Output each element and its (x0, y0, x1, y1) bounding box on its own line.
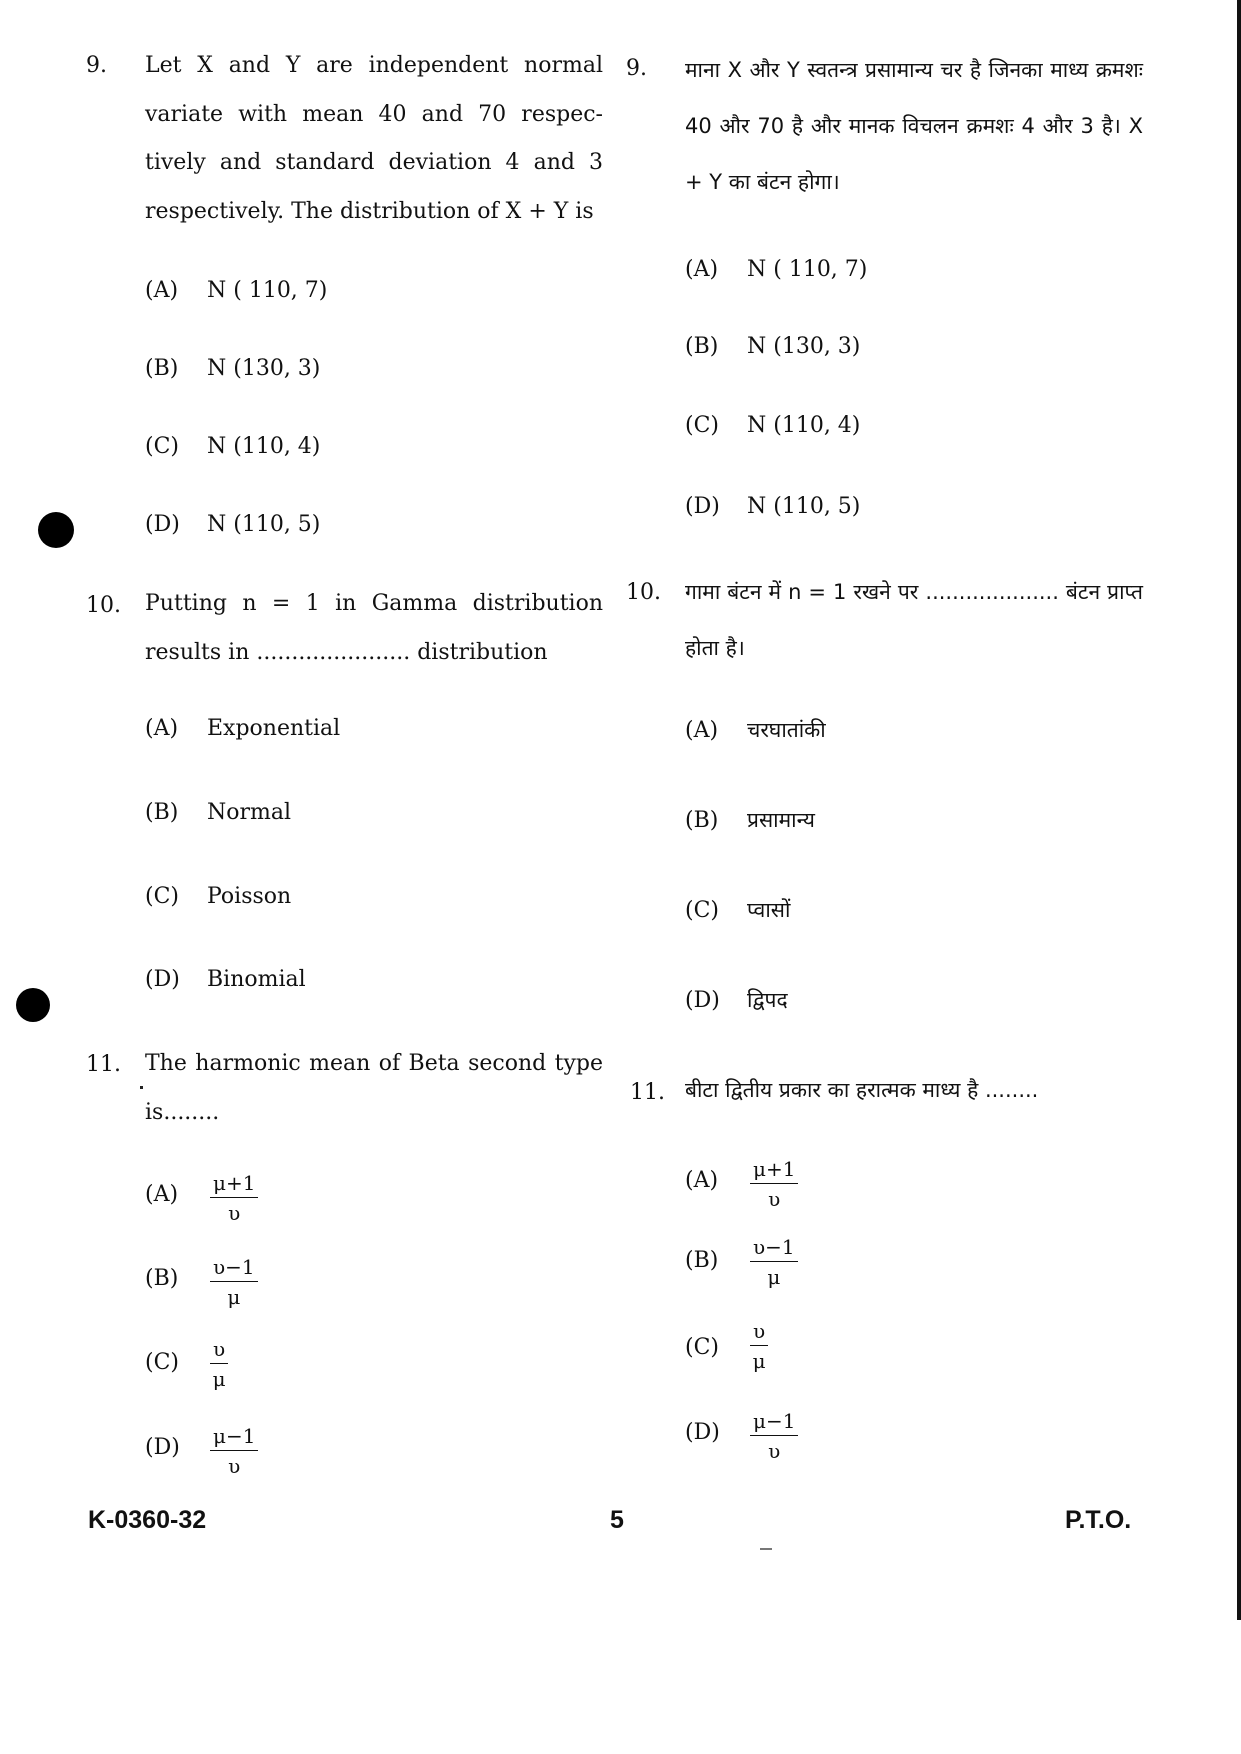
scan-speck (760, 1548, 772, 1550)
fraction-numerator: μ+1 (750, 1158, 798, 1184)
fraction (750, 1410, 798, 1462)
option-label: (B) (685, 808, 719, 833)
option-text: Exponential (207, 716, 341, 741)
option-text: Poisson (207, 884, 292, 909)
option-label: (D) (685, 988, 720, 1013)
option-label: (B) (145, 356, 179, 381)
option-label: (D) (145, 512, 180, 537)
fraction (210, 1172, 258, 1224)
option (685, 716, 826, 744)
option-label: (D) (145, 967, 180, 992)
option (685, 1420, 747, 1445)
option-label: (B) (145, 1266, 179, 1291)
option (145, 512, 320, 537)
question-text: Putting n = 1 in Gamma distribution results in ...................... distribution (145, 591, 603, 665)
fraction-denominator: υ (768, 1439, 781, 1463)
option (145, 884, 291, 909)
option (685, 257, 867, 282)
option-label: (D) (685, 1420, 720, 1445)
question-text: The harmonic mean of Beta second type is........ (145, 1051, 603, 1125)
question-number: 11. (86, 1052, 121, 1077)
option (685, 494, 860, 519)
option-text: N ( 110, 7) (747, 257, 868, 282)
scan-speck (140, 1086, 143, 1089)
fraction (750, 1236, 798, 1288)
option (685, 1168, 747, 1193)
question-text: माना X और Y स्वतन्त्र प्रसामान्य चर है जिनका माध्य क्रमशः 40 और 70 है और मानक विचलन क्रमशः 4 और 3 है। X + Y का बंटन होगा। (685, 58, 1143, 194)
option-label: (C) (145, 434, 179, 459)
fraction-denominator: υ (768, 1187, 781, 1211)
fraction (210, 1256, 258, 1308)
option-text: Binomial (207, 967, 306, 992)
page-number: 5 (610, 1506, 624, 1534)
option-text: Normal (207, 800, 292, 825)
option-label: (C) (685, 413, 719, 438)
option (145, 434, 320, 459)
option (145, 278, 327, 303)
option (685, 334, 860, 359)
option-text: प्रसामान्य (747, 808, 815, 832)
fraction-numerator: μ−1 (210, 1425, 258, 1451)
option-text: N (110, 4) (207, 434, 321, 459)
question-number: 10. (86, 593, 121, 618)
option-label: (A) (685, 718, 719, 743)
question-text: Let X and Y are independent normal variate with mean 40 and 70 respec- tively and standard deviation 4 and 3 respectively. The distribution of X + Y is (145, 53, 603, 224)
fraction (750, 1158, 798, 1210)
fraction-denominator: υ (228, 1454, 241, 1478)
option (145, 1266, 207, 1291)
option-text: N (110, 5) (207, 512, 321, 537)
pto-label: P.T.O. (1065, 1506, 1132, 1534)
option-label: (A) (145, 278, 179, 303)
fraction-numerator: υ−1 (750, 1236, 798, 1262)
option-text: N (110, 5) (747, 494, 861, 519)
option (685, 896, 790, 924)
option-text: N (130, 3) (747, 334, 861, 359)
option-label: (C) (685, 1335, 719, 1360)
option-label: (C) (145, 1350, 179, 1375)
option (685, 806, 815, 834)
option (145, 1435, 207, 1460)
option (145, 967, 306, 992)
fraction-denominator: μ (752, 1349, 766, 1373)
fraction-numerator: υ (750, 1320, 768, 1346)
question-text: बीटा द्वितीय प्रकार का हरात्मक माध्य है ........ (685, 1078, 1039, 1102)
option-text: N (110, 4) (747, 413, 861, 438)
paper-code: K-0360-32 (88, 1506, 207, 1534)
option-label: (A) (145, 1182, 179, 1207)
fraction-numerator: υ−1 (210, 1256, 258, 1282)
fraction-denominator: μ (212, 1367, 226, 1391)
option-label: (A) (145, 716, 179, 741)
option-text: द्विपद (747, 988, 788, 1012)
option-label: (C) (685, 898, 719, 923)
question-number: 11. (630, 1080, 665, 1105)
option-label: (B) (685, 334, 719, 359)
question-text: गामा बंटन में n = 1 रखने पर .................... बंटन प्राप्त होता है। (685, 580, 1143, 660)
fraction-numerator: υ (210, 1338, 228, 1364)
fraction-denominator: μ (227, 1285, 241, 1309)
fraction-denominator: υ (228, 1201, 241, 1225)
fraction (210, 1338, 228, 1390)
option-text: चरघातांकी (747, 718, 826, 742)
fraction (750, 1320, 768, 1372)
option-label: (A) (685, 1168, 719, 1193)
option-text: प्वासों (747, 898, 791, 922)
option-text: N ( 110, 7) (207, 278, 328, 303)
question-number: 10. (626, 580, 661, 605)
option (145, 716, 340, 741)
option-text: N (130, 3) (207, 356, 321, 381)
question-number: 9. (86, 53, 107, 78)
option (685, 986, 788, 1014)
binding-hole-mark (16, 988, 50, 1022)
option (145, 800, 291, 825)
option-label: (A) (685, 257, 719, 282)
binding-hole-mark (38, 512, 74, 548)
option-label: (B) (685, 1248, 719, 1273)
fraction (210, 1425, 258, 1477)
option (685, 413, 860, 438)
option-label: (D) (685, 494, 720, 519)
option-label: (B) (145, 800, 179, 825)
option-label: (C) (145, 884, 179, 909)
option (145, 1350, 207, 1375)
option (685, 1248, 747, 1273)
option (145, 356, 320, 381)
scan-edge-line (1237, 0, 1241, 1620)
option (145, 1182, 207, 1207)
fraction-denominator: μ (767, 1265, 781, 1289)
fraction-numerator: μ−1 (750, 1410, 798, 1436)
question-number: 9. (626, 56, 647, 81)
fraction-numerator: μ+1 (210, 1172, 258, 1198)
option-label: (D) (145, 1435, 180, 1460)
option (685, 1335, 747, 1360)
